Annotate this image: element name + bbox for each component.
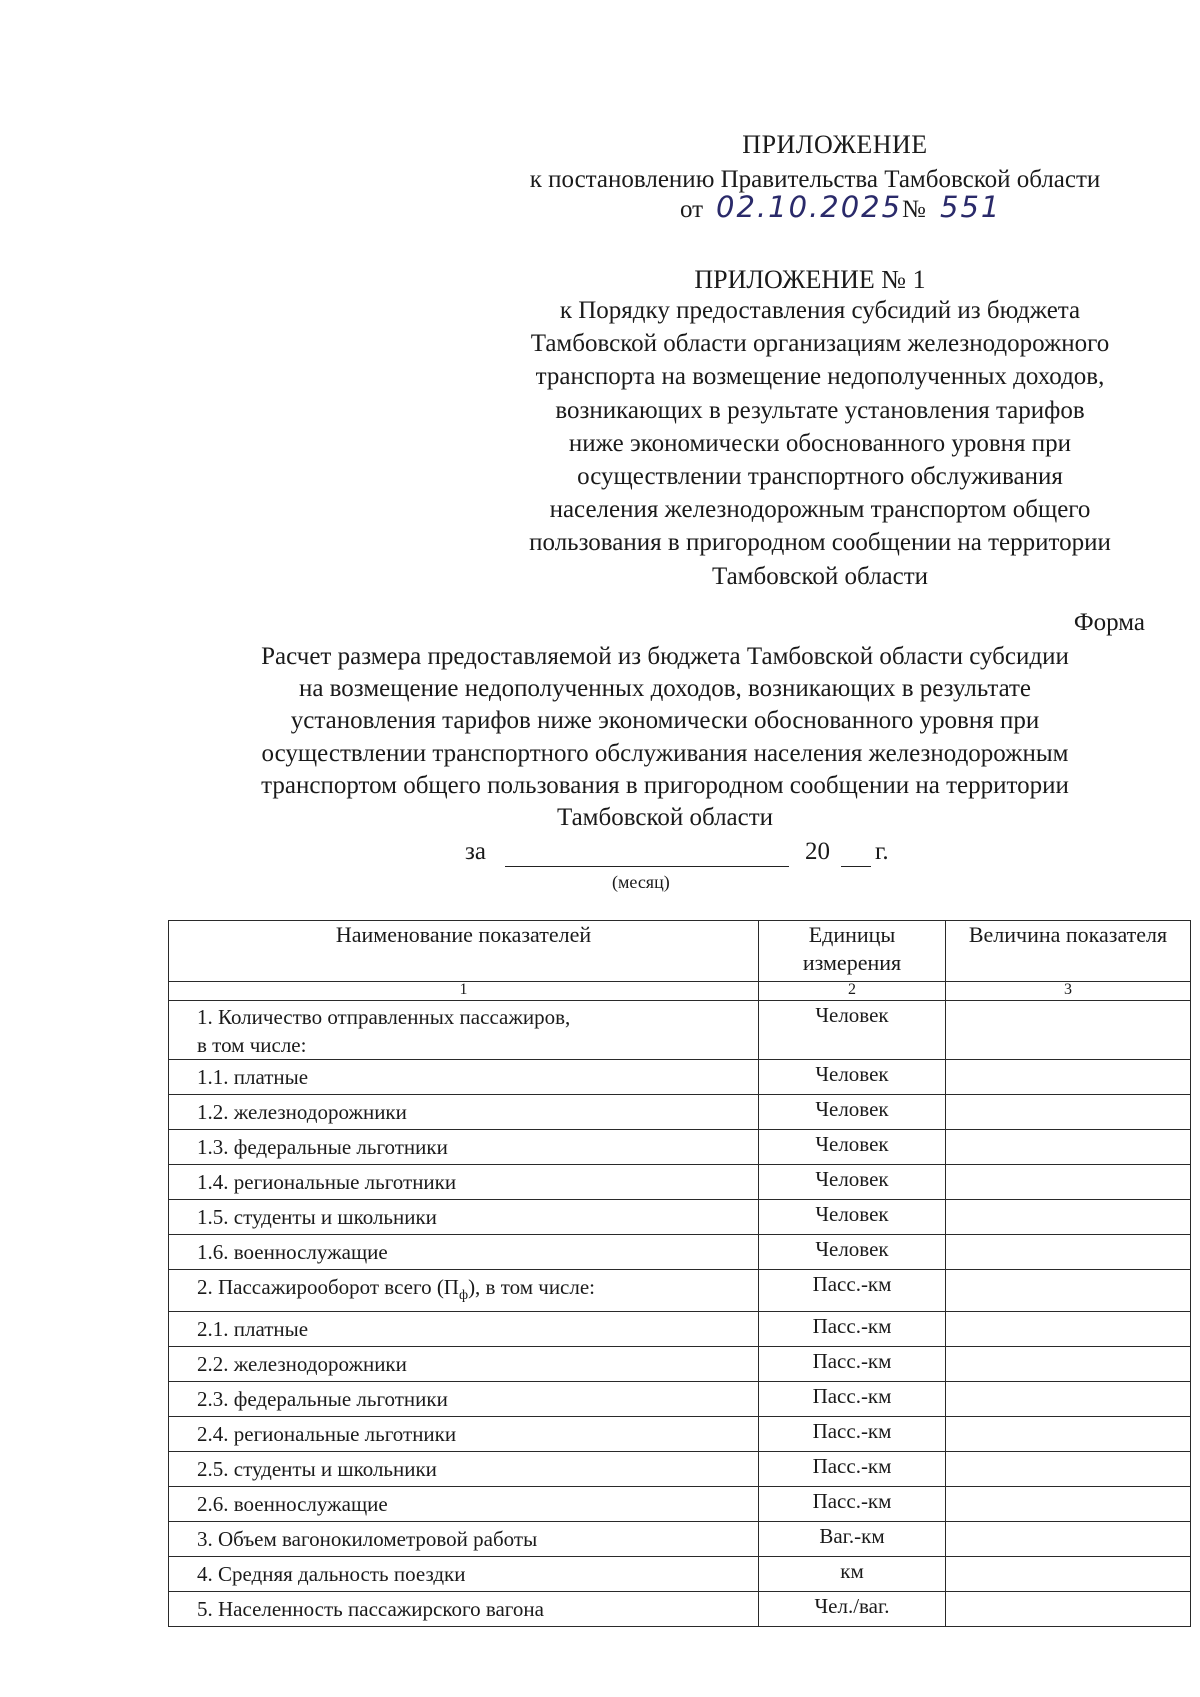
column-number: 1 [169,982,759,1001]
indicator-unit: Пасс.-км [759,1270,946,1312]
indicator-value-cell[interactable] [946,1200,1191,1235]
year-blank [841,866,871,867]
appendix-date-line [680,190,1040,230]
indicator-value-cell[interactable] [946,1060,1191,1095]
indicator-name [169,1452,759,1487]
calculation-title [185,641,1145,834]
table-row [169,1235,1191,1270]
indicators-table [168,920,1191,1627]
indicator-unit: Пасс.-км [759,1417,946,1452]
indicator-unit: Человек [759,1200,946,1235]
indicator-name-continuation: в том числе: [197,1033,307,1057]
indicator-unit: Человек [759,1060,946,1095]
indicator-name-text: 3. Объем вагонокилометровой работы [197,1527,538,1552]
table-row [169,1200,1191,1235]
indicator-unit: Человек [759,1165,946,1200]
table-row [169,1347,1191,1382]
table-row [169,1557,1191,1592]
appendix1-title: ПРИЛОЖЕНИЕ № 1 [694,265,926,294]
indicator-value-cell[interactable] [946,1522,1191,1557]
indicator-name-text: 1.2. железнодорожники [197,1100,407,1124]
indicator-value-cell[interactable] [946,1382,1191,1417]
appendix1-line: населения железнодорожным транспортом общего [549,496,1091,524]
column-number-row [169,982,1191,1001]
table-row [169,1382,1191,1417]
column-number: 2 [759,982,946,1001]
indicator-unit: Чел./ваг. [759,1592,946,1627]
table-row [169,1060,1191,1095]
calculation-title-line: транспортом общего пользования в пригородном сообщении на территории [261,771,1069,799]
indicator-unit: Пасс.-км [759,1347,946,1382]
form-label: Форма [1073,609,1145,636]
indicator-unit: Пасс.-км [759,1487,946,1522]
appendix1-line: к Порядку предоставления субсидий из бюджета [559,297,1081,324]
indicator-value-cell[interactable] [946,1487,1191,1522]
handwritten-date: 02.10.2025 [716,190,903,224]
indicator-value-cell[interactable] [946,1235,1191,1270]
indicator-subscript: ф [458,1288,469,1304]
table-row [169,1522,1191,1557]
indicator-name-text: 2.6. военнослужащие [197,1492,388,1517]
indicator-name-text: 2.4. региональные льготники [197,1422,457,1447]
indicator-unit: км [759,1557,946,1592]
table-row [169,1487,1191,1522]
header-unit: Единицы измерения [759,921,946,982]
appendix1-line: осуществлении транспортного обслуживания [577,463,1063,491]
table-row [169,1417,1191,1452]
indicator-value-cell[interactable] [946,1347,1191,1382]
table-header-row [169,921,1191,982]
indicator-unit: Человек [759,1001,946,1060]
table-row [169,1452,1191,1487]
appendix1-line: возникающих в результате установления тарифов [555,396,1085,424]
indicator-name [169,1312,759,1347]
table-row [169,1130,1191,1165]
indicator-name-text: 2. Пассажирооборот всего (П [197,1275,459,1299]
calculation-title-line: Тамбовской области [556,804,774,832]
indicator-value-cell[interactable] [946,1592,1191,1627]
indicator-value-cell[interactable] [946,1270,1191,1312]
indicator-name [169,1592,759,1627]
indicator-name [169,1417,759,1452]
indicator-name-text: 1.4. региональные льготники [197,1170,457,1194]
indicator-name [169,1347,759,1382]
month-note: (месяц) [612,872,670,892]
indicator-name [169,1001,759,1060]
indicator-name [169,1487,759,1522]
indicator-name [169,1130,759,1165]
period-prefix: за [465,838,486,865]
indicator-unit: Человек [759,1095,946,1130]
indicator-name [169,1165,759,1200]
indicator-value-cell[interactable] [946,1001,1191,1060]
column-number: 3 [946,982,1191,1001]
indicator-value-cell[interactable] [946,1417,1191,1452]
indicator-name-text: 1. Количество отправленных пассажиров, [197,1005,571,1029]
indicator-name-text: 1.6. военнослужащие [197,1240,388,1264]
indicator-unit: Ваг.-км [759,1522,946,1557]
year-suffix: г. [875,838,889,865]
indicator-name-text: 2.5. студенты и школьники [197,1457,437,1482]
indicator-name-text: 5. Населенность пассажирского вагона [197,1597,544,1622]
calculation-title-line: Расчет размера предоставляемой из бюджета Тамбовской области субсидии [261,643,1069,670]
indicator-name-text: 4. Средняя дальность поездки [197,1562,466,1587]
appendix1-line: Тамбовской области организациям железнодорожного [530,330,1110,358]
table-row [169,1270,1191,1312]
appendix1-line: транспорта на возмещение недополученных доходов, [535,363,1105,391]
indicator-unit: Человек [759,1235,946,1270]
indicator-name [169,1235,759,1270]
calculation-title-line: на возмещение недополученных доходов, возникающих в результате [298,675,1032,703]
indicator-name-text: 1.1. платные [197,1065,309,1089]
calculation-title-line: осуществлении транспортного обслуживания населения железнодорожным [261,739,1069,767]
indicator-unit: Пасс.-км [759,1452,946,1487]
indicator-name [169,1060,759,1095]
table-row [169,1312,1191,1347]
appendix1-line: ниже экономически обоснованного уровня при [568,429,1072,457]
appendix-subtitle: к постановлению Правительства Тамбовской области [529,166,1101,193]
indicator-name-text: 1.5. студенты и школьники [197,1205,437,1229]
indicator-name-text: 2.3. федеральные льготники [197,1387,448,1412]
appendix-title: ПРИЛОЖЕНИЕ [742,130,928,159]
indicator-value-cell[interactable] [946,1312,1191,1347]
indicator-unit: Пасс.-км [759,1312,946,1347]
indicator-name [169,1095,759,1130]
indicator-value-cell[interactable] [946,1130,1191,1165]
year-prefix: 20 [805,838,830,865]
indicator-name [169,1382,759,1417]
month-blank [505,866,789,867]
indicator-name-text: 2.2. железнодорожники [197,1352,407,1377]
appendix1-line: Тамбовской области [711,562,929,590]
period-line [465,838,945,878]
indicator-name-tail: ), в том числе: [468,1275,596,1299]
table-row [169,1165,1191,1200]
table-row [169,1095,1191,1130]
indicator-name-text: 2.1. платные [197,1317,309,1342]
indicator-value-cell[interactable] [946,1452,1191,1487]
appendix1-description [470,294,1170,593]
header-value: Величина показателя [946,921,1191,982]
indicator-name [169,1557,759,1592]
indicator-value-cell[interactable] [946,1095,1191,1130]
header-indicator-name: Наименование показателей [169,921,759,982]
handwritten-number: 551 [940,190,1002,224]
table-row [169,1001,1191,1060]
indicator-name [169,1522,759,1557]
calculation-title-line: установления тарифов ниже экономически обоснованного уровня при [290,707,1040,735]
appendix1-line: пользования в пригородном сообщении на территории [529,529,1111,557]
indicator-name-text: 1.3. федеральные льготники [197,1135,448,1159]
number-prefix: № [902,196,926,223]
date-prefix: от [680,196,704,223]
indicator-value-cell[interactable] [946,1165,1191,1200]
indicator-unit: Человек [759,1130,946,1165]
indicator-unit: Пасс.-км [759,1382,946,1417]
table-row [169,1592,1191,1627]
indicator-name [169,1200,759,1235]
indicator-name [169,1270,759,1312]
indicator-value-cell[interactable] [946,1557,1191,1592]
